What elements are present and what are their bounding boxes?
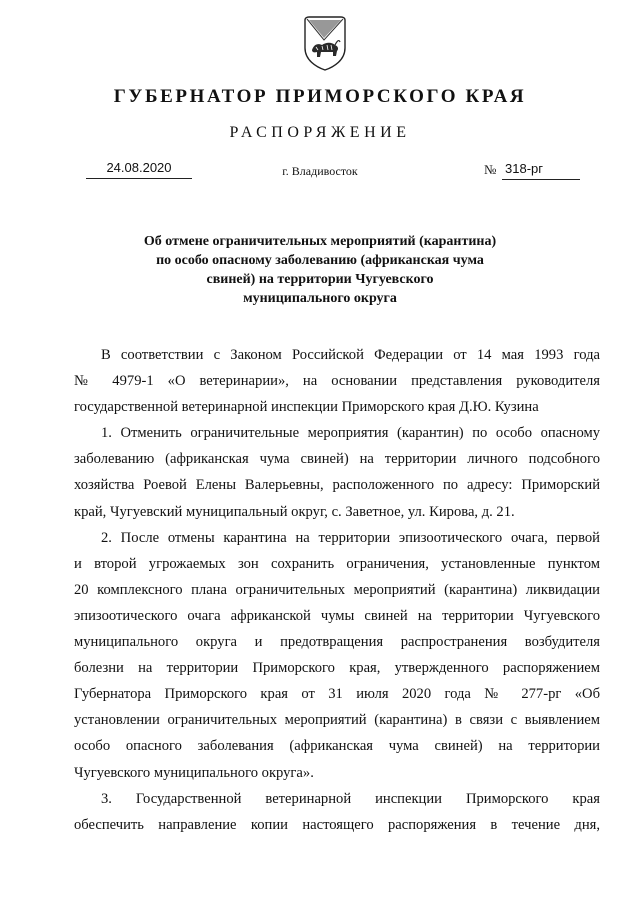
body-line: хозяйства Роевой Елены Валерьевны, расположенного по адресу: Приморский bbox=[74, 477, 600, 494]
body-line: установлении ограничительных мероприятий (карантина) в связи с выявлением bbox=[74, 712, 600, 729]
document-city: г. Владивосток bbox=[282, 164, 358, 178]
body-line: и второй угрожаемых зон сохранить ограничения, установленные пунктом bbox=[74, 555, 600, 572]
body-line: край, Чугуевский муниципальный округ, с. Заветное, ул. Кирова, д. 21. bbox=[74, 503, 515, 520]
body-line: муниципального округа и предотвращения распространения возбудителя bbox=[74, 634, 600, 651]
title-line: Об отмене ограничительных мероприятий (карантина) bbox=[143, 234, 497, 249]
governor-heading: ГУБЕРНАТОР ПРИМОРСКОГО КРАЯ bbox=[113, 86, 527, 107]
document-number-field bbox=[484, 160, 580, 180]
document-title bbox=[120, 232, 520, 308]
body-line: 20 комплексного плана ограничительных мероприятий (карантина) ликвидации bbox=[74, 581, 600, 598]
body-line: эпизоотического очага африканской чумы свиней на территории Чугуевского bbox=[74, 607, 600, 624]
body-line: заболеванию (африканская чума свиней) на территории личного подсобного bbox=[74, 451, 600, 468]
title-line: муниципального округа bbox=[243, 291, 397, 306]
document-type: РАСПОРЯЖЕНИЕ bbox=[229, 124, 411, 141]
body-line: Чугуевского муниципального округа». bbox=[74, 764, 314, 781]
body-line: № 4979-1 «О ветеринарии», на основании представления руководителя bbox=[74, 373, 600, 390]
document-number: 318-рг bbox=[502, 160, 580, 180]
body-line: В соответствии с Законом Российской Федерации от 14 мая 1993 года bbox=[101, 347, 600, 363]
body-line: 1. Отменить ограничительные мероприятия (карантин) по особо опасному bbox=[101, 425, 600, 442]
title-line: по особо опасному заболеванию (африканская чума bbox=[156, 253, 484, 268]
coat-of-arms-icon bbox=[302, 14, 348, 72]
body-line: государственной ветеринарной инспекции Приморского края Д.Ю. Кузина bbox=[74, 399, 539, 416]
body-line: Губернатора Приморского края от 31 июля 2020 года № 277-рг «Об bbox=[74, 686, 600, 703]
document-date: 24.08.2020 bbox=[86, 158, 192, 179]
body-line: 2. После отмены карантина на территории эпизоотического очага, первой bbox=[101, 529, 600, 546]
body-line: обеспечить направление копии настоящего распоряжения в течение дня, bbox=[74, 816, 600, 833]
document-body bbox=[74, 342, 600, 838]
body-line: болезни на территории Приморского края, утвержденного распоряжением bbox=[74, 660, 600, 677]
body-line: 3. Государственной ветеринарной инспекции Приморского края bbox=[101, 790, 600, 807]
number-sign: № bbox=[484, 162, 497, 177]
body-line: особо опасного заболевания (африканская чума свиней) на территории bbox=[74, 738, 600, 755]
title-line: свиней) на территории Чугуевского bbox=[206, 272, 434, 287]
